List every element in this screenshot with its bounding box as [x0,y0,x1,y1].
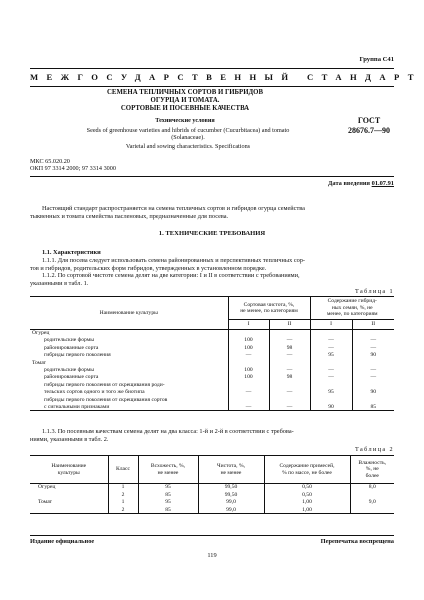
table2-row [30,506,394,514]
table2-cell-moist: 8,0 [350,484,394,492]
table1-row [30,352,394,359]
table1-row [30,366,394,373]
table2-header-moisture-line1: Влажность, [358,459,387,466]
subsection-characteristics: 1.1. Характеристики [42,249,101,256]
table1-cell-value [269,381,310,388]
table1-header-cat: II [269,320,310,330]
table1-cell-value: — [310,337,352,344]
table2-row [30,491,394,499]
page-number: 119 [207,552,217,559]
english-title [38,127,338,151]
english-title-line3: Varietal and sowing characteristics. Specifications [125,143,251,151]
table2-cell-name [30,506,108,514]
table1-cell-value [310,396,352,403]
table1-cell-value: 98 [269,374,310,381]
table2-cell-germ: 95 [138,499,198,507]
table1-cell-value: — [269,389,310,396]
table2-cell-purity: 99,0 [198,499,264,507]
gost-label: ГОСТ [357,116,381,125]
footer-rule [30,535,394,536]
table1-cell-value [352,359,394,366]
table1-header-purity-line1: Сортовая чистота, %, [243,301,295,308]
scope-paragraph [30,205,394,222]
table1-row [30,374,394,381]
table1-cell-value: — [310,366,352,373]
table2-header-impurity-line1: Содержание примесей, [279,463,335,470]
table1-cell-value [228,359,269,366]
english-title-line2: (Solanaceae). [171,134,205,142]
table1-row [30,337,394,344]
table2-header-moisture [350,456,394,484]
table2-cell-purity: 99,0 [198,506,264,514]
intro-date [328,180,394,187]
table2-header-impurity-line2: % по массе, не более [282,469,332,476]
table1-cell-culture: гибриды первого поколения [44,352,111,359]
table1-cell-value: 100 [228,374,269,381]
table1-cell-value: — [269,366,310,373]
table2-cell-cls: 1 [108,499,138,507]
table1-cell-value: 100 [228,337,269,344]
table1-header-culture: Наименование культуры [30,297,228,330]
table2-header-culture [30,456,108,484]
table1-cell-value [352,330,394,337]
standard-header: МЕЖГОСУДАРСТВЕННЫЙ СТАНДАРТ [30,72,422,82]
table1-cell-value [310,359,352,366]
table1-cell-culture: районированные сорта [44,374,99,381]
table1-cell-value: — [228,352,269,359]
paragraph-1-1-3-line1: 1.1.3. По посевным качествам семена делят на два класса: 1-й и 2-й в соответствии с требова- [42,428,294,435]
table2-header-germination-line2: не менее [157,469,179,476]
table1-cell-value [269,396,310,403]
gost-designation [334,116,404,135]
table2-cell-germ: 85 [138,506,198,514]
table1-cell-culture: родительские формы [44,337,95,344]
table1-row [30,396,394,403]
table2-cell-name [30,491,108,499]
table1-header-cat: II [352,320,394,330]
table2-header-culture-line1: Наименование [51,463,87,470]
scope-line2: тыквенных и томата семейства пасленовых, предназначенные для посева. [30,213,229,221]
english-title-line1: Seeds of greenhouse varieties and hibrids of cucumber (Cucurbitacea) and tomato [86,127,290,134]
table1-cell-value [228,396,269,403]
footer-official-edition: Издание официальное [30,538,95,545]
table2-cell-moist [350,506,394,514]
table1-cell-value: — [352,374,394,381]
table2-cell-purity: 99,50 [198,484,264,492]
paragraph-1-1-2-line1: 1.1.2. По сортовой чистоте семена делят на две категории: I и II в соответствии с требованиями, [42,272,300,280]
table1-header-hybrid-line2: ных семян, %, не [331,304,373,311]
table2-header-purity-line1: Чистота, %, [216,463,246,470]
table1-cell-value: 100 [228,366,269,373]
table1-cell-value [310,381,352,388]
table1-cell-value: — [352,344,394,351]
table2-cell-cls: 2 [108,491,138,499]
paragraph-1-1-1-line1: 1.1.1. Для посева следует использовать семена районированных и перспективных тепличных сор- [42,256,306,264]
footer-reprint-prohibited: Перепечатка воспрещена [320,538,394,545]
doc-title-line3: СОРТОВЫЕ И ПОСЕВНЫЕ КАЧЕСТВА [120,105,250,113]
table1-cell-value: — [352,337,394,344]
table2-row [30,499,394,507]
scope-line1: Настоящий стандарт распространяется на семена тепличных сортов и гибридов огурца семейства [42,205,305,212]
intro-date-value: 01.07.91 [371,180,394,187]
table2-cell-cls: 1 [108,484,138,492]
table1-header-hybrid-line1: Содержание гибрид- [327,298,377,305]
intro-date-label: Дата введения [328,180,371,187]
table1-header-cat: I [228,320,269,330]
header-rule-top [30,68,394,69]
table1-cell-value: — [269,337,310,344]
table1-cell-value: — [269,352,310,359]
mks-code: МКС 65.020.20 [30,158,70,165]
table2-cell-germ: 95 [138,484,198,492]
paragraph-1-1-3-line2: ниями, указанными в табл. 2. [30,436,109,444]
table2-cell-purity: 99,50 [198,491,264,499]
table1-cell-culture: районированные сорта [44,344,99,351]
table2-header-moisture-line2: %, не [365,466,379,473]
table1-cell-value: — [269,403,310,410]
table1-cell-value: 100 [228,344,269,351]
table1-header-hybrid-line3: менее, по категориям [326,311,378,318]
table1-cell-value: — [310,374,352,381]
table2-header-germination [138,456,198,484]
table2-cell-impurity: 0,50 [264,491,350,499]
table1-row [30,381,394,388]
table2-caption: Таблица 2 [354,446,394,453]
paragraph-1-1-2-line2: указанными в табл. 1. [30,280,89,288]
table1-cell-culture: родительские формы [44,366,95,373]
table1-row [30,330,394,337]
table2-cell-impurity: 0,50 [264,484,350,492]
table2-header-moisture-line3: более [365,472,379,479]
table1-cell-value: 95 [310,352,352,359]
table2-cell-cls: 2 [108,506,138,514]
table1-cell-culture: тельских сортов одного и того же биотипа [44,389,145,396]
table1-row [30,389,394,396]
doc-title-line1: СЕМЕНА ТЕПЛИЧНЫХ СОРТОВ И ГИБРИДОВ [107,89,263,96]
table1-header-purity-line2: не менее, по категориям [240,308,298,314]
table2-header-class: Класс [108,456,138,484]
classifier-codes [30,158,116,172]
table2-header-purity [198,456,264,484]
table2-cell-moist: 9,0 [350,499,394,507]
table1-cell-value: — [352,366,394,373]
table1-header-hybrid [310,297,394,320]
table1-cell-culture: с сигнальными признаками [44,403,110,410]
table1-cell-culture: гибриды первого поколения от скрещивания сортов [44,396,168,403]
table1-row [30,403,394,410]
table2-cell-name: Томат [38,499,52,506]
header-rule-bottom [30,86,394,87]
okp-code: ОКП 97 3314 2000; 97 3314 3000 [30,165,116,173]
table1-header-cat: I [310,320,352,330]
section-1-1 [30,249,394,288]
table2-cell-impurity: 1,00 [264,506,350,514]
table1 [30,296,394,411]
table2-header-germination-line1: Всхожесть, %, [150,463,186,470]
table1-cell-value [352,381,394,388]
table1-cell-value: — [228,389,269,396]
table2-cell-moist [350,491,394,499]
table1-cell-value: 85 [352,403,394,410]
table1-cell-value: 98 [269,344,310,351]
table1-cell-value [310,330,352,337]
table1-cell-value [269,359,310,366]
section-title: 1. ТЕХНИЧЕСКИЕ ТРЕБОВАНИЯ [158,230,266,237]
table1-caption: Таблица 1 [354,288,394,295]
table1-cell-value: 90 [352,352,394,359]
table1-cell-value: 90 [310,403,352,410]
table1-cell-value [352,396,394,403]
group-code: Группа С41 [359,56,394,63]
table1-cell-culture: Огурец [32,330,50,337]
gost-number: 28676.7—90 [348,125,390,135]
doc-title [50,89,320,114]
table2-cell-impurity: 1,00 [264,499,350,507]
table1-row [30,344,394,351]
table1-cell-value [228,381,269,388]
table1-header-purity [228,297,310,320]
doc-title-line2: ОГУРЦА И ТОМАТА. [150,97,220,105]
table1-cell-value [228,330,269,337]
table1-cell-culture: гибриды первого поколения от скрещивания роди- [44,381,165,388]
table2-header-impurity [264,456,350,484]
table2-cell-name: Огурец [38,484,56,491]
table1-cell-value: — [228,403,269,410]
doc-subtitle: Технические условия [155,117,215,124]
table1-cell-value: 95 [310,389,352,396]
classifier-rule [30,176,394,177]
table2 [30,455,394,514]
table2-row [30,484,394,492]
table2-header-culture-line2: культуры [57,469,80,476]
table1-cell-culture: Томат [32,359,46,366]
table2-header-purity-line2: не менее [220,469,242,476]
table1-row [30,359,394,366]
table1-cell-value: — [310,344,352,351]
table1-cell-value [269,330,310,337]
paragraph-1-1-1-line2: тов и гибридов, родительских форм гибридов, утвержденных в установленном порядке. [30,264,267,272]
paragraph-1-1-3 [30,428,394,445]
table1-cell-value: 90 [352,389,394,396]
table2-cell-germ: 85 [138,491,198,499]
